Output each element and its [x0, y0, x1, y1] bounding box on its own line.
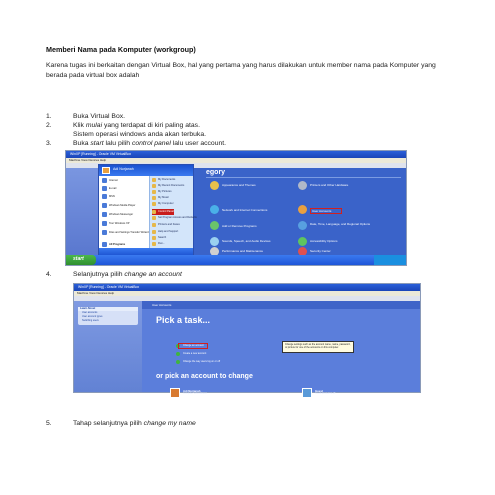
account-tile[interactable]: Guest Guest account is off	[302, 387, 392, 399]
pick-task-heading: Pick a task...	[156, 315, 211, 325]
taskbar	[66, 255, 406, 265]
vm-menubar: Machine View Devices Help	[66, 158, 406, 163]
screenshot-user-accounts	[73, 283, 421, 393]
control-panel-sidebar	[66, 168, 98, 255]
change-account-link[interactable]: Change an account	[176, 344, 204, 348]
start-button[interactable]: start	[66, 255, 96, 265]
user-accounts-sidebar	[74, 301, 142, 392]
category-appearance: Appearance and Themes	[222, 183, 256, 187]
start-item-transfer-wizard[interactable]: Files and Settings Transfer Wizard	[101, 229, 149, 236]
accessibility-icon	[298, 237, 307, 246]
start-item-recent-documents[interactable]: My Recent Documents	[152, 183, 184, 189]
create-account-link[interactable]: Create a new account	[176, 352, 206, 356]
divider	[206, 177, 401, 178]
step-2: 2. Klik mulai yang terdapat di kiri paling atas. Sistem operasi windows anda akan terbuka.	[46, 122, 206, 138]
all-programs-button[interactable]: All Programs	[101, 241, 125, 248]
step-3: 3. Buka start lalu pilih control panel lalu user account.	[46, 140, 227, 147]
logon-options-link[interactable]: Change the way users log on or off	[176, 360, 220, 364]
vm-menubar: Machine View Devices Help	[74, 291, 420, 296]
avatar	[170, 388, 180, 398]
start-item-internet[interactable]: Internet	[101, 177, 118, 184]
start-item-run[interactable]: Run...	[152, 241, 165, 247]
user-accounts-icon	[298, 205, 307, 214]
screenshot-start-menu	[65, 150, 407, 266]
start-menu-programs	[99, 176, 149, 248]
change-account-tooltip: Change settings such as the account name, name, password, or picture for one of the accounts on this computer.	[282, 341, 354, 353]
network-icon	[210, 205, 219, 214]
printer-icon	[298, 181, 307, 190]
learn-about-panel: Learn About User accounts User account types Switching users	[78, 307, 138, 325]
start-item-my-music[interactable]: My Music	[152, 195, 169, 201]
step-5: 5. Tahap selanjutnya pilih change my name	[46, 420, 196, 427]
start-item-help[interactable]: Help and Support	[152, 229, 178, 235]
start-item-media-player[interactable]: Windows Media Player	[101, 202, 135, 209]
start-menu-places	[149, 176, 197, 248]
start-menu	[98, 164, 197, 257]
start-item-msn[interactable]: MSN	[101, 193, 115, 200]
category-printers: Printers and Other Hardware	[310, 183, 349, 187]
step-4: 4. Selanjutnya pilih change an account	[46, 271, 182, 278]
start-item-program-access[interactable]: Set Program Access and Defaults	[152, 215, 197, 221]
category-sounds: Sounds, Speech, and Audio Devices	[222, 239, 271, 243]
start-item-my-computer[interactable]: My Computer	[152, 201, 174, 207]
start-item-my-documents[interactable]: My Documents	[152, 177, 175, 183]
learn-user-accounts-link[interactable]: User accounts	[82, 311, 98, 314]
learn-account-types-link[interactable]: User account types	[82, 315, 103, 318]
vm-titlebar: WinXP [Running] - Oracle VM VirtualBox	[66, 151, 406, 158]
date-time-icon	[298, 221, 307, 230]
start-item-control-panel[interactable]: Control Panel	[152, 209, 174, 215]
category-add-remove: Add or Remove Programs	[222, 224, 257, 228]
vm-titlebar: WinXP [Running] - Oracle VM VirtualBox	[74, 284, 420, 291]
start-menu-header: Adi Nurjanah	[99, 165, 193, 176]
user-accounts-main	[142, 301, 420, 395]
change-account-highlight	[178, 343, 208, 349]
start-item-printers[interactable]: Printers and Faxes	[152, 222, 180, 228]
appearance-icon	[210, 181, 219, 190]
system-tray	[374, 255, 406, 265]
step-1: 1. Buka Virtual Box.	[46, 113, 126, 120]
start-item-messenger[interactable]: Windows Messenger	[101, 211, 133, 218]
start-item-search[interactable]: Search	[152, 235, 166, 241]
category-network: Network and Internet Connections	[222, 208, 268, 212]
category-user-accounts: User Accounts	[312, 209, 332, 213]
intro-paragraph: Karena tugas ini berkaitan dengan Virtual Box, hal yang pertama yang harus dilakukan untuk member nama pada Komputer yang berada pada virtual box adalah	[46, 62, 436, 79]
category-accessibility: Accessibility Options	[310, 239, 338, 243]
sounds-icon	[210, 237, 219, 246]
category-date-time: Date, Time, Language, and Regional Options	[310, 222, 371, 226]
pick-account-heading: or pick an account to change	[156, 373, 253, 380]
start-item-my-pictures[interactable]: My Pictures	[152, 189, 172, 195]
user-accounts-highlight	[310, 208, 342, 214]
document-title: Memberi Nama pada Komputer (workgroup)	[46, 45, 196, 54]
category-performance: Performance and Maintenance	[222, 249, 264, 253]
start-item-email[interactable]: E-mail	[101, 185, 116, 192]
avatar	[102, 167, 110, 174]
avatar	[302, 388, 312, 398]
account-tile[interactable]: Adi Nurjanah Computer administrator	[170, 387, 260, 399]
add-remove-icon	[210, 221, 219, 230]
control-panel-category-title: egory	[206, 169, 226, 176]
category-security: Security Center	[310, 249, 331, 253]
start-item-tour[interactable]: Tour Windows XP	[101, 220, 129, 227]
learn-switching-users-link[interactable]: Switching users	[82, 319, 99, 322]
user-accounts-header: User Accounts	[142, 301, 420, 309]
